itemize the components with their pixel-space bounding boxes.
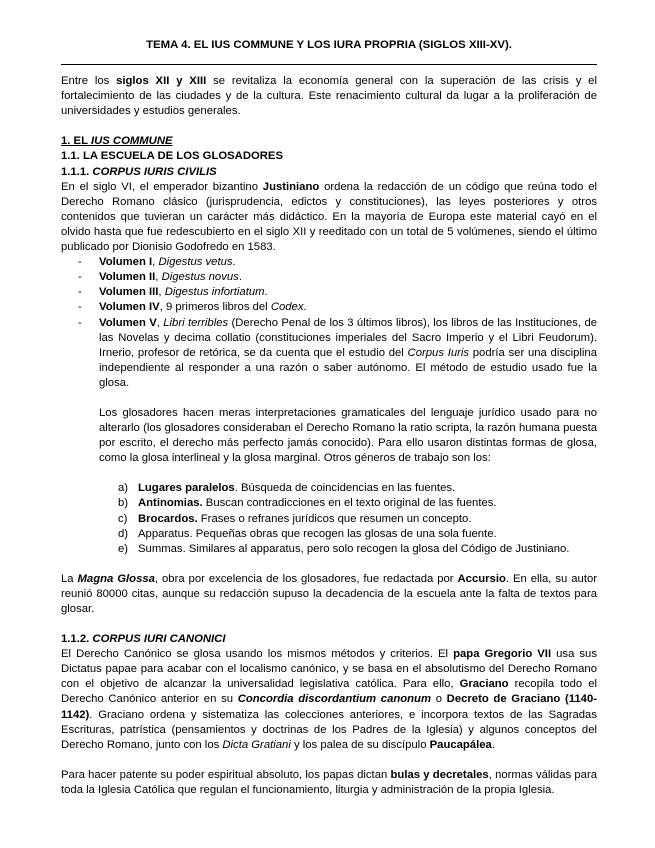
list-item: a) Lugares paralelos. Búsqueda de coincidencias en las fuentes.	[118, 482, 456, 495]
list-item: - Volumen III, Digestus infortiatum.	[61, 285, 597, 300]
paragraph-glosadores: Los glosadores hacen meras interpretaciones gramaticales del lenguaje jurídico usado para no alterarlo (los glosadores consideraban el Derecho Romano la ratio scripta, la razón humana puesta por escrito, el derecho más perfecto jamás conocido). Para ello usaron distintas formas de glosa, como la glosa interlineal y la glosa marginal. Otros géneros de trabajo son los:	[99, 406, 597, 465]
section-heading-1-1: 1.1. LA ESCUELA DE LOS GLOSADORES	[61, 150, 283, 163]
list-item: c) Brocardos. Frases o refranes jurídicos que resumen un concepto.	[118, 512, 472, 525]
title-divider	[61, 64, 597, 65]
text: Entre los	[61, 75, 117, 88]
paragraph-justiniano: En el siglo VI, el emperador bizantino Justiniano ordena la redacción de un código que reúna todo el Derecho Romano clásico (jurisprudencia, edictos y constituciones), las leyes posteriores y otros contenidos que tuvieran un carácter más didáctico. En la mayoría de Europa este material cayó en el olvido hasta que fue redescubierto en el siglo XII y reeditado con un total de 5 volúmenes, siendo el último publicado por Dionisio Godofredo en 1583.	[61, 180, 597, 254]
list-item: - Volumen IV, 9 primeros libros del Codex.	[61, 300, 597, 315]
intro-paragraph	[61, 74, 597, 119]
list-item: e) Summas. Similares al apparatus, pero solo recogen la glosa del Código de Justiniano.	[118, 542, 570, 555]
list-item: - Volumen II, Digestus novus.	[61, 270, 597, 285]
list-item: - Volumen V, Libri terribles (Derecho Penal de los 3 últimos libros), los libros de las Instituciones, de las Novelas y decima collatio (constituciones imperiales del Sacro Imperio y el Libri Feudorum). Irnerio, profesor de retórica, se da cuenta que el estudio del Corpus Iuris podría ser una disciplina independiente al responder a una razón o saber autónomo. El método de estudio usado fue la glosa.	[61, 316, 597, 391]
bold-text: siglos XII y XIII	[116, 75, 207, 88]
list-item: - Volumen I, Digestus vetus.	[61, 255, 597, 270]
list-item: d) Apparatus. Pequeñas obras que recogen las glosas de una sola fuente.	[118, 527, 497, 540]
paragraph-magna-glossa: La Magna Glossa, obra por excelencia de los glosadores, fue redactada por Accursio. En ella, su autor reunió 80000 citas, aunque su redacción supuso la decadencia de la escuela ante la falta de textos para glosar.	[61, 572, 597, 615]
paragraph-bulas: Para hacer patente su poder espiritual absoluto, los papas dictan bulas y decretales, normas válidas para toda la Iglesia Católica que regulan el funcionamiento, liturgia y administración de la propia Iglesia.	[61, 768, 598, 796]
page-title: TEMA 4. EL IUS COMMUNE Y LOS IURA PROPRIA (SIGLOS XIII-XV).	[146, 39, 512, 51]
paragraph-derecho-canonico: El Derecho Canónico se glosa usando los mismos métodos y criterios. El papa Gregorio VII usa sus Dictatus papae para acabar con el localismo canónico, y se basa en el absolutismo del Derecho Romano con el objetivo de alcanzar la universalidad legislativa católica. Para ello, Graciano recopila todo el Derecho Canónico anterior en su Concordia discordantium canonum o Decreto de Graciano (1140-1142). Graciano ordena y sistematiza las colecciones anteriores, e incorpora textos de las Sagradas Escrituras, patrística (pensamientos y doctrinas de los Padres de la Iglesia) y algunos conceptos del Derecho Romano, junto con los Dicta Gratiani y los palea de su discípulo Paucapálea.	[61, 648, 598, 751]
section-heading-1-1-1: 1.1.1. CORPUS IURIS CIVILIS	[61, 165, 217, 178]
list-item: b) Antinomias. Buscan contradicciones en el texto original de las fuentes.	[118, 497, 497, 510]
text: se revitaliza la economía general con la superación de las crisis y el fortalecimiento de las ciudades y de la cultura. Este renacimiento cultural da lugar a la proliferación de universidades y estudios generales.	[61, 75, 597, 118]
section-heading-1: 1. EL IUS COMMUNE	[61, 135, 173, 148]
section-heading-1-1-2: 1.1.2. CORPUS IURI CANONICI	[61, 633, 226, 646]
volumes-list	[61, 255, 597, 391]
genres-list	[61, 481, 597, 556]
